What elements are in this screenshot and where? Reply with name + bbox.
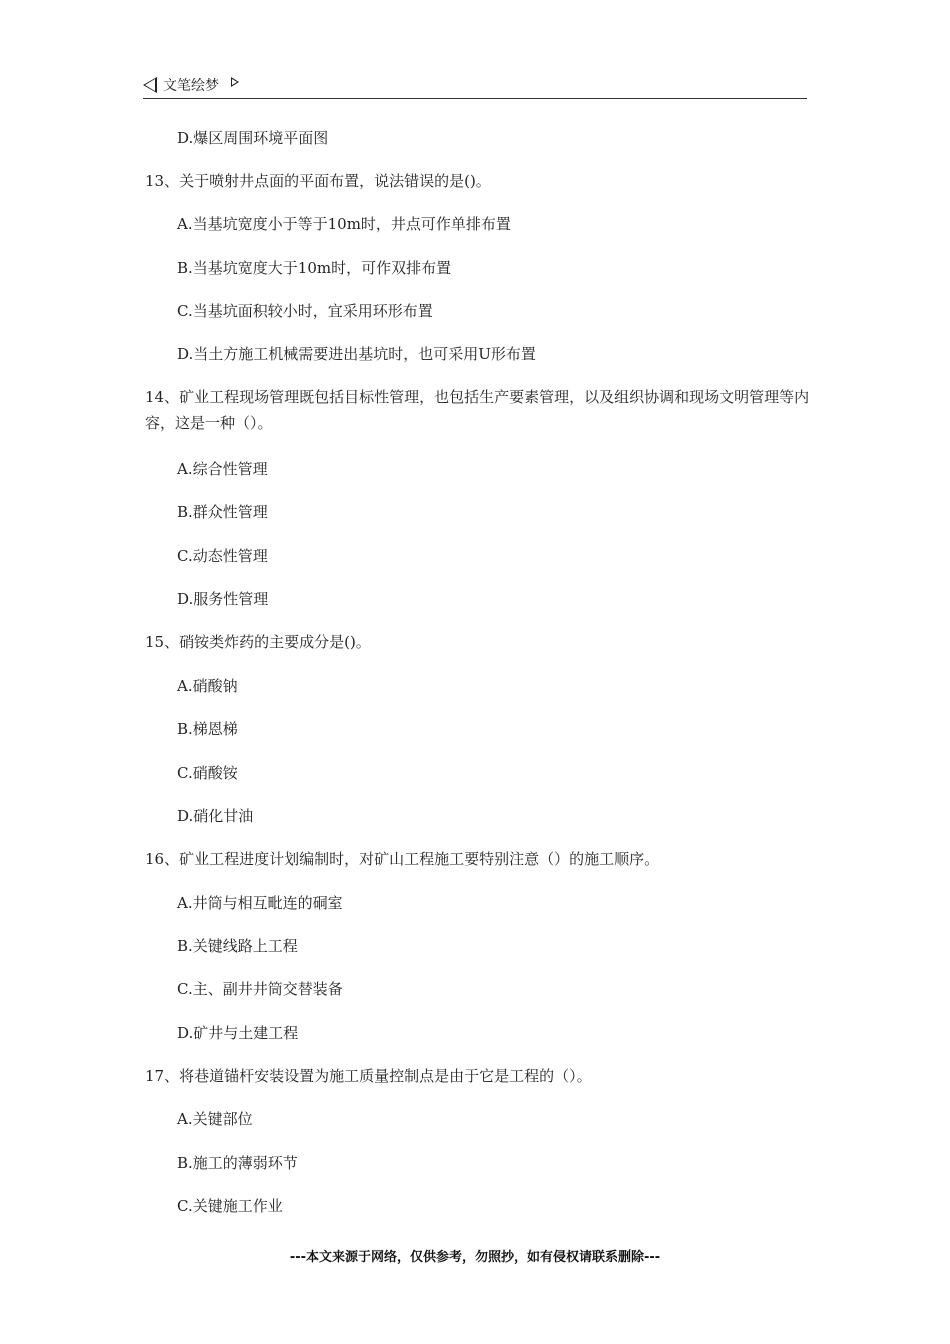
option-item: D.当土方施工机械需要进出基坑时，也可采用U形布置 — [177, 345, 536, 363]
page-footer: ---本文来源于网络，仅供参考，勿照抄，如有侵权请联系删除--- — [289, 1250, 661, 1265]
option-item: C.关键施工作业 — [177, 1197, 283, 1215]
option-item: B.梯恩梯 — [177, 720, 238, 738]
option-item: D.矿井与土建工程 — [177, 1024, 299, 1042]
option-item: C.硝酸铵 — [177, 764, 238, 782]
option-item: B.施工的薄弱环节 — [177, 1154, 298, 1172]
option-item: D.爆区周围环境平面图 — [177, 129, 329, 147]
option-item: C.主、副井井筒交替装备 — [177, 980, 343, 998]
option-item: D.硝化甘油 — [177, 807, 254, 825]
brand — [143, 75, 239, 95]
left-triangle-icon — [143, 77, 157, 93]
option-item: A.硝酸钠 — [177, 677, 238, 695]
option-item: A.当基坑宽度小于等于10m时，井点可作单排布置 — [177, 215, 511, 233]
page-header — [143, 72, 807, 99]
option-item: D.服务性管理 — [177, 590, 269, 608]
option-item: C.当基坑面积较小时，宜采用环形布置 — [177, 302, 433, 320]
question-16: 16、矿业工程进度计划编制时，对矿山工程施工要特别注意（）的施工顺序。 — [145, 850, 660, 868]
question-17: 17、将巷道锚杆安装设置为施工质量控制点是由于它是工程的（）。 — [145, 1067, 592, 1085]
brand-name: 文笔绘梦 — [163, 78, 219, 94]
option-item: A.井筒与相互毗连的硐室 — [177, 894, 343, 912]
question-14: 14、矿业工程现场管理既包括目标性管理，也包括生产要素管理，以及组织协调和现场文明管理等内容，这是一种（）。 — [145, 388, 810, 432]
question-15: 15、硝铵类炸药的主要成分是()。 — [145, 633, 371, 651]
option-item: A.关键部位 — [177, 1110, 253, 1128]
question-13: 13、关于喷射井点面的平面布置，说法错误的是()。 — [145, 172, 491, 190]
option-item: B.当基坑宽度大于10m时，可作双排布置 — [177, 259, 452, 277]
option-item: B.关键线路上工程 — [177, 937, 298, 955]
option-item: A.综合性管理 — [177, 460, 268, 478]
option-item: C.动态性管理 — [177, 547, 268, 565]
right-triangle-icon — [231, 77, 239, 87]
option-item: B.群众性管理 — [177, 503, 268, 521]
